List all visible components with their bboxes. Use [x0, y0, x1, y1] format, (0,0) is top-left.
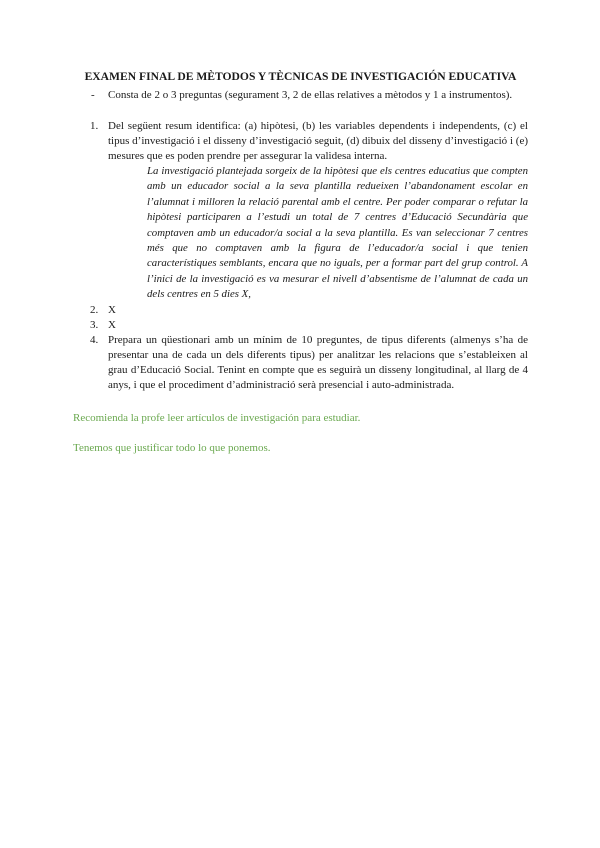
dash-bullet-marker: -: [91, 89, 95, 101]
question-4: [90, 333, 528, 393]
question-number: 2.: [90, 303, 99, 316]
page-title: EXAMEN FINAL DE MÈTODOS Y TÈCNICAS DE INVESTIGACIÓN EDUCATIVA: [84, 70, 517, 83]
question-text: X: [108, 303, 116, 316]
question-number: 4.: [90, 333, 99, 346]
blank-line: [73, 103, 528, 119]
intro-bullet-text: Consta de 2 o 3 preguntas (segurament 3, 2 de ellas relatives a mètodos y 1 a instrumentos).: [108, 89, 513, 101]
note-study-articles: Recomienda la profe leer artículos de investigación para estudiar.: [73, 411, 361, 424]
intro-bullet: [91, 87, 528, 103]
question-text: Del següent resum identifica: (a) hipòtesi, (b) les variables dependents i independents, (c) el tipus d’investigació i el disseny d’investigació seguit, (d) dibuix del disseny d’investigació i (e) mesures que es poden prendre per assegurar la validesa interna.: [108, 120, 528, 162]
note-justify-answers: Tenemos que justificar todo lo que ponemos.: [73, 441, 271, 454]
question-1-summary-quote: La investigació plantejada sorgeix de la hipòtesi que els centres educatius que compten amb un educador social a la seva plantilla redueixen l’abandonament escolar en l’alumnat i milloren la relació parental amb el centre. Per poder comparar o refutar la hipòtesi participaren a l’estudi un total de 7 centres d’Educació Secundària que comptaven amb un educador/a social a la seva plantilla. Es van seleccionar 7 centres més que no comptaven amb la figura de l’educador/a social i que tenien característiques semblants, encara que no iguals, per a formar part del grup control. A l’inici de la investigació es va mesurar el nivell d’absentisme de l’alumnat de cada un dels centres en 5 dies X,: [147, 165, 528, 301]
question-2: [90, 303, 528, 318]
question-3: [90, 318, 528, 333]
question-number: 3.: [90, 318, 99, 331]
blank-line: [73, 393, 528, 411]
question-text: X: [108, 318, 116, 331]
blank-line: [73, 426, 528, 441]
question-1: [90, 119, 528, 164]
question-number: 1.: [90, 120, 99, 132]
question-text: Prepara un qüestionari amb un mínim de 10 preguntes, de tipus diferents (almenys s’ha de presentar una de cada un dels diferents tipus) per analitzar les relacions que s’estableixen al grau d’Educació Social. Tenint en compte que es seguirà un disseny longitudinal, al llarg de 4 anys, i que el procediment d’administració serà presencial i auto-administrada.: [108, 333, 528, 391]
